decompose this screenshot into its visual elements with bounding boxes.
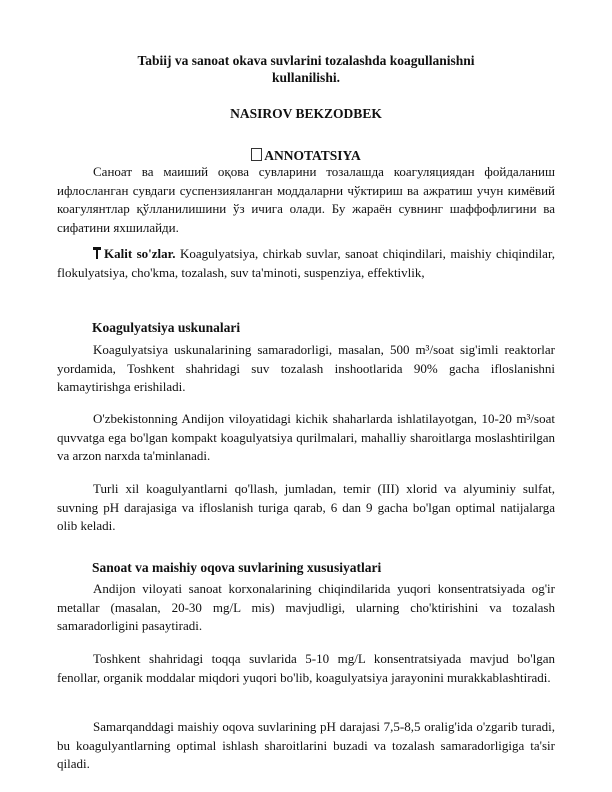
section1-paragraph-2: O'zbekistonning Andijon viloyatidagi kichik shaharlarda ishlatilayotgan, 10-20 m³/soat quvvatga ega bo'lgan kompakt koagulyatsiya qurilmalari, mahalliy sharoitlarga moslashtirilgan va arzon narxda ta'minlanadi. <box>57 411 555 463</box>
author-name: NASIROV BEKZODBEK <box>230 106 382 121</box>
key-bullet-icon <box>93 247 101 259</box>
section-heading-equipment: Koagulyatsiya uskunalari <box>92 320 241 335</box>
section2-paragraph-3: Samarqanddagi maishiy oqova suvlarining pH darajasi 7,5-8,5 oralig'ida o'zgarib turadi, bu koagulyantlarning optimal ishlash sharoitlarini buzadi va tozalash samaradorligiga ta'sir qiladi. <box>57 719 555 771</box>
section1-paragraph-3: Turli xil koagulyantlarni qo'llash, jumladan, temir (III) xlorid va alyuminiy sulfat, suvning pH darajasiga va ifloslanish turiga qarab, 6 dan 9 gacha bo'lgan optimal natijalarga olib keladi. <box>57 481 555 533</box>
annotation-heading <box>60 148 552 164</box>
section2-paragraph-1: Andijon viloyati sanoat korxonalarining chiqindilarida yuqori konsentratsiyada og'ir metallar (masalan, 20-30 mg/L mis) mavjudligi, ularning cho'ktirishini va tozalash samaradorligini pasaytiradi. <box>57 581 555 633</box>
annotation-heading-text: ANNOTATSIYA <box>264 148 361 163</box>
keywords-paragraph <box>57 245 555 282</box>
section-heading-properties: Sanoat va maishiy oqova suvlarining xususiyatlari <box>92 560 382 575</box>
title-line-2: kullanilishi. <box>272 70 340 85</box>
keywords-text: Koagulyatsiya, chirkab suvlar, sanoat chiqindilari, maishiy chiqindilar, flokulyatsiya, cho'kma, tozalash, suv ta'minoti, suspenziya, effektivlik, <box>57 246 555 280</box>
section2-paragraph-2: Toshkent shahridagi toqqa suvlarida 5-10 mg/L konsentratsiyada mavjud bo'lgan fenollar, organik moddalar miqdori yuqori bo'lib, koagulyatsiya jarayonini murakkablashtiradi. <box>57 651 555 685</box>
section1-paragraph-1: Koagulyatsiya uskunalarining samaradorligi, masalan, 500 m³/soat sig'imli reaktorlar yordamida, Toshkent shahridagi suv tozalash inshootlarida 90% gacha ifloslanishni kamaytirishga erishiladi. <box>57 342 555 394</box>
title-line-1: Tabiij va sanoat okava suvlarini tozalashda koagullanishni <box>137 53 475 68</box>
annotation-paragraph: Саноат ва маиший оқова сувларини тозалашда коагуляциядан фойдаланиш ифлосланган сувдаги суспензияланган моддаларни чўктириш ва ажратиш учун кимёвий коагулянтлар қўлланилишини ўз ичига олади. Бу жараён сувнинг шаффофлигини ва сифатини яхшилайди. <box>57 164 555 235</box>
keywords-label: Kalit so'zlar. <box>104 246 176 261</box>
missing-glyph-icon <box>251 148 262 161</box>
document-title <box>60 52 552 86</box>
